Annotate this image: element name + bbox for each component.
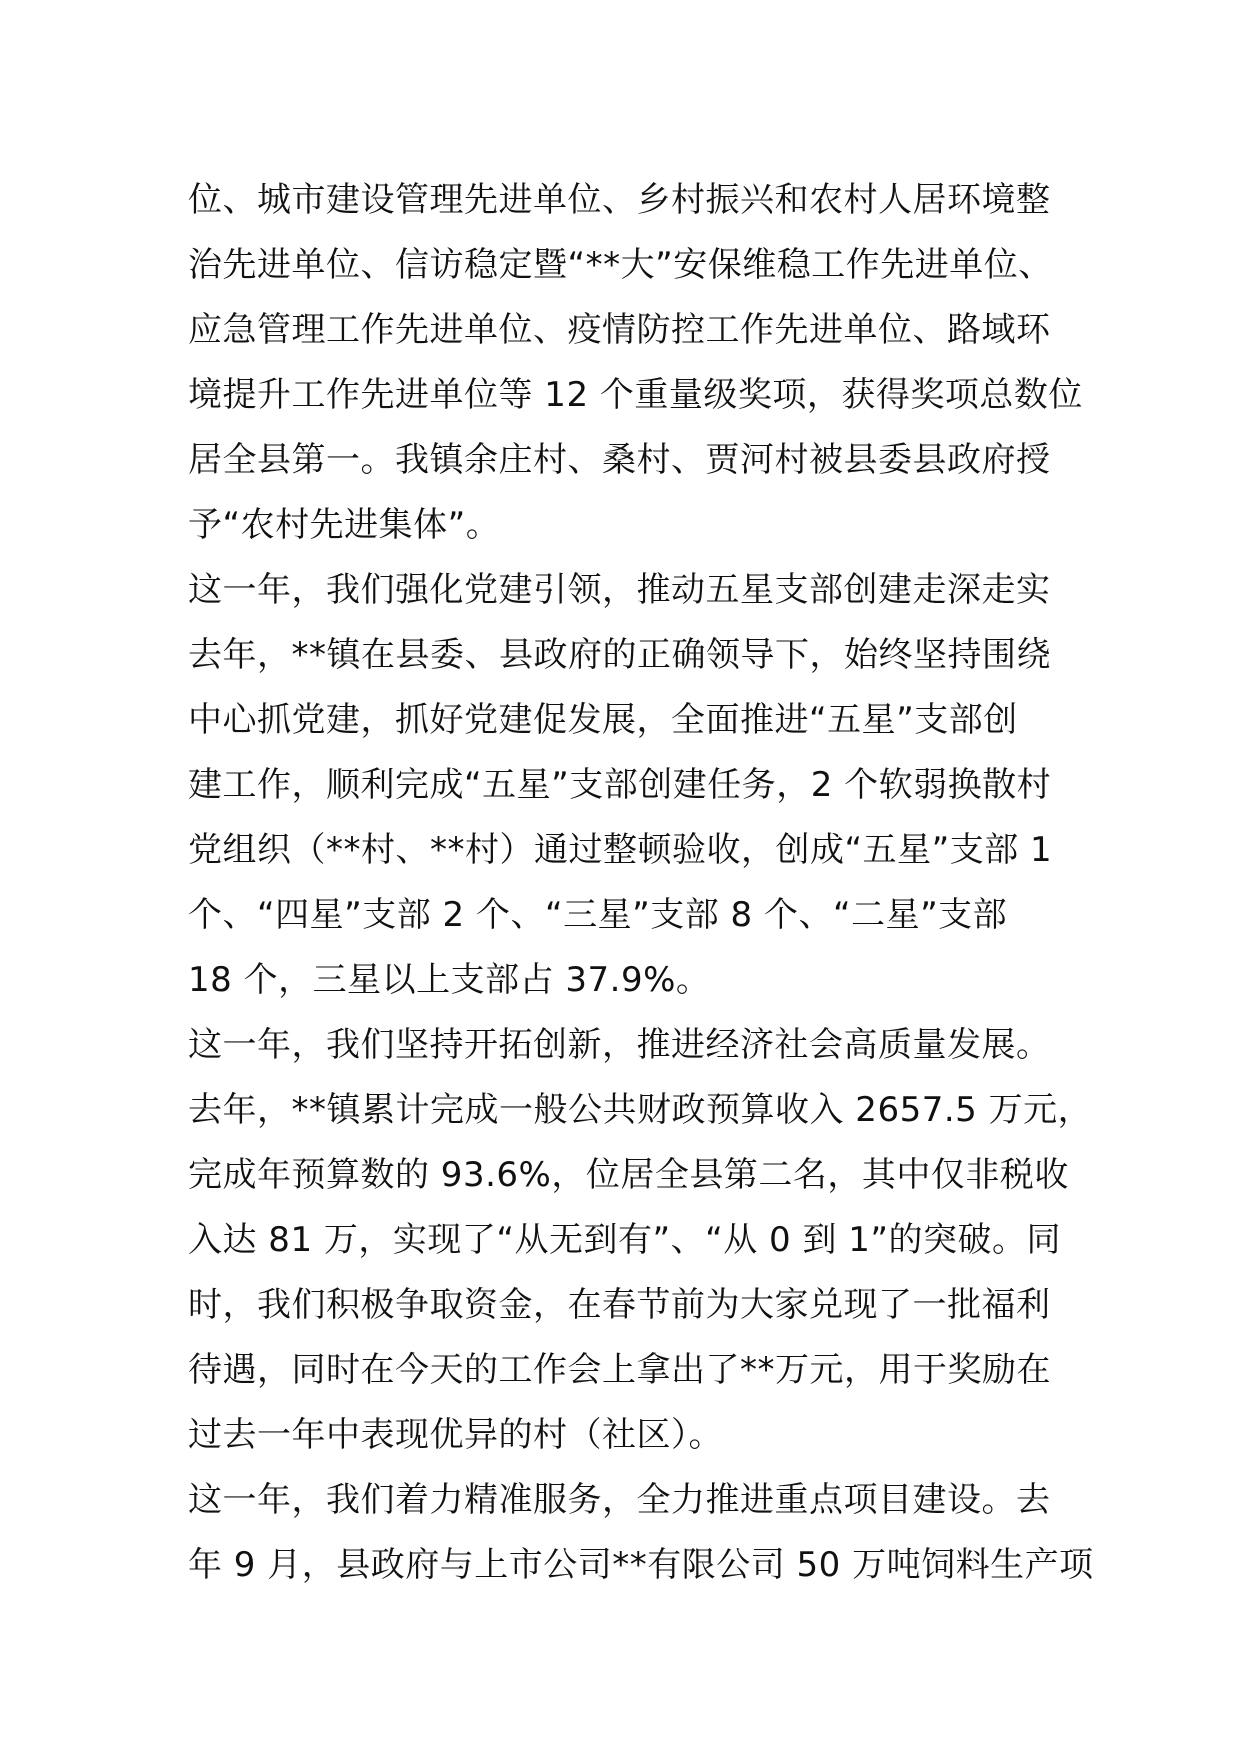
text-line: 这一年，我们着力精准服务，全力推进重点项目建设。去 (188, 1480, 1051, 1520)
text-line: 这一年，我们坚持开拓创新，推进经济社会高质量发展。 (188, 1025, 1051, 1065)
text-line: 中心抓党建，抓好党建促发展，全面推进“五星”支部创 (188, 700, 1018, 740)
text-line: 个、“四星”支部 2 个、“三星”支部 8 个、“二星”支部 (188, 895, 1008, 935)
text-line: 予“农村先进集体”。 (188, 505, 501, 545)
text-line: 时，我们积极争取资金，在春节前为大家兑现了一批福利 (188, 1285, 1051, 1325)
text-line: 居全县第一。我镇余庄村、桑村、贾河村被县委县政府授 (188, 440, 1051, 480)
text-line: 18 个，三星以上支部占 37.9%。 (188, 960, 711, 1000)
body-text (188, 168, 1094, 1598)
text-line: 待遇，同时在今天的工作会上拿出了**万元，用于奖励在 (188, 1350, 1051, 1390)
text-line: 治先进单位、信访稳定暨“**大”安保维稳工作先进单位、 (188, 245, 1053, 285)
text-line: 去年，**镇累计完成一般公共财政预算收入 2657.5 万元， (188, 1090, 1093, 1130)
text-line: 过去一年中表现优异的村（社区）。 (188, 1415, 723, 1455)
text-line: 这一年，我们强化党建引领，推动五星支部创建走深走实 (188, 570, 1051, 610)
text-line: 完成年预算数的 93.6%，位居全县第二名，其中仅非税收 (188, 1155, 1069, 1195)
text-line: 去年，**镇在县委、县政府的正确领导下，始终坚持围绕 (188, 635, 1051, 675)
text-line: 建工作，顺利完成“五星”支部创建任务，2 个软弱换散村 (188, 765, 1052, 805)
text-line: 应急管理工作先进单位、疫情防控工作先进单位、路域环 (188, 310, 1051, 350)
text-line: 位、城市建设管理先进单位、乡村振兴和农村人居环境整 (188, 180, 1051, 220)
text-line: 年 9 月，县政府与上市公司**有限公司 50 万吨饲料生产项 (188, 1545, 1094, 1585)
text-line: 境提升工作先进单位等 12 个重量级奖项，获得奖项总数位 (188, 375, 1083, 415)
text-line: 党组织（**村、**村）通过整顿验收，创成“五星”支部 1 (188, 830, 1053, 870)
text-line: 入达 81 万，实现了“从无到有”、“从 0 到 1”的突破。同 (188, 1220, 1062, 1260)
